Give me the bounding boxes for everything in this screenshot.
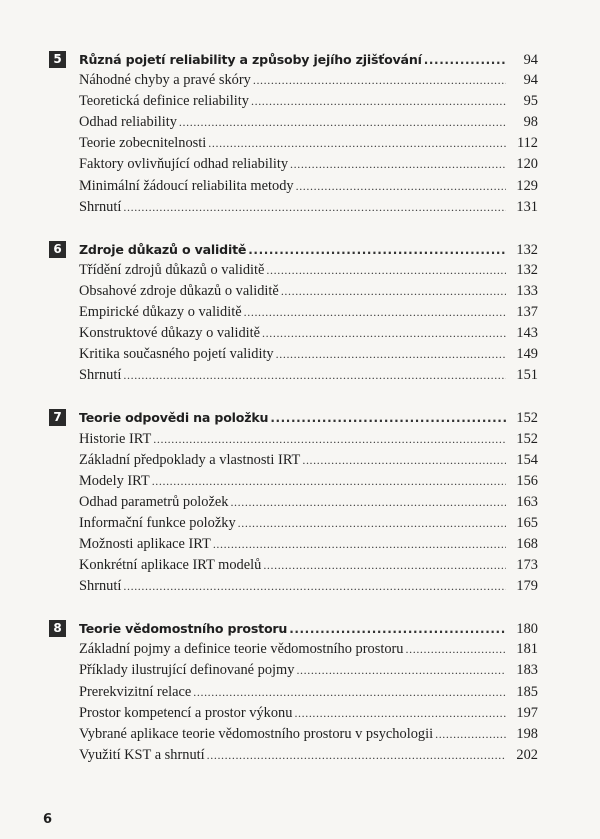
section-entry[interactable]: [49, 344, 538, 365]
section-entry[interactable]: [49, 302, 538, 323]
chapter-page-number: 180: [516, 621, 538, 638]
section-title: Konkrétní aplikace IRT modelů: [79, 557, 262, 574]
section-title: Příklady ilustrující definované pojmy: [79, 662, 295, 679]
dot-leader: [302, 450, 506, 471]
section-title: Shrnutí: [79, 367, 122, 384]
section-title: Modely IRT: [79, 472, 150, 489]
dot-leader: [244, 302, 506, 323]
section-page-number: 154: [516, 451, 538, 468]
section-entry[interactable]: [49, 660, 538, 681]
section-entry[interactable]: [49, 70, 538, 91]
section-entry[interactable]: [49, 534, 538, 555]
section-title: Odhad reliability: [79, 114, 177, 131]
chapter-page-number: 132: [516, 241, 538, 258]
section-page-number: 151: [516, 367, 538, 384]
chapter-title: Zdroje důkazů o validitě: [79, 241, 247, 257]
section-entry[interactable]: [49, 91, 538, 112]
dot-leader: [207, 745, 506, 766]
section-page-number: 173: [516, 557, 538, 574]
dot-leader: [123, 365, 506, 386]
chapter-number-badge: 5: [49, 51, 66, 68]
section-title: Konstruktové důkazy o validitě: [79, 325, 261, 342]
section-entry[interactable]: [49, 682, 538, 703]
section-entry[interactable]: [49, 555, 538, 576]
dot-leader: [262, 323, 506, 344]
section-page-number: 143: [516, 325, 538, 342]
section-page-number: 132: [516, 261, 538, 278]
dot-leader: [238, 513, 506, 534]
dot-leader: [248, 240, 506, 261]
page-number: 6: [43, 812, 53, 827]
chapter-block: [49, 239, 538, 387]
section-page-number: 198: [516, 725, 538, 742]
dot-leader: [253, 70, 506, 91]
section-title: Minimální žádoucí reliabilita metody: [79, 177, 294, 194]
dot-leader: [230, 492, 506, 513]
chapter-heading[interactable]: [49, 239, 538, 260]
dot-leader: [213, 534, 506, 555]
dot-leader: [289, 619, 506, 640]
dot-leader: [123, 197, 506, 218]
chapter-block: [49, 618, 538, 766]
section-entry[interactable]: [49, 112, 538, 133]
section-page-number: 202: [516, 746, 538, 763]
section-page-number: 163: [516, 493, 538, 510]
section-title: Teorie zobecnitelnosti: [79, 135, 207, 152]
dot-leader: [296, 176, 506, 197]
dot-leader: [193, 682, 506, 703]
section-entry[interactable]: [49, 260, 538, 281]
section-title: Prerekvizitní relace: [79, 683, 192, 700]
section-entry[interactable]: [49, 639, 538, 660]
section-title: Kritika současného pojetí validity: [79, 346, 274, 363]
section-page-number: 133: [516, 282, 538, 299]
section-page-number: 120: [516, 156, 538, 173]
section-title: Shrnutí: [79, 578, 122, 595]
section-page-number: 98: [523, 114, 538, 131]
section-title: Využití KST a shrnutí: [79, 746, 205, 763]
section-title: Základní předpoklady a vlastnosti IRT: [79, 451, 301, 468]
section-page-number: 197: [516, 704, 538, 721]
dot-leader: [152, 471, 506, 492]
section-entry[interactable]: [49, 323, 538, 344]
section-page-number: 165: [516, 514, 538, 531]
chapter-heading[interactable]: [49, 407, 538, 428]
chapter-page-number: 94: [523, 52, 538, 68]
chapter-block: [49, 49, 538, 218]
chapter-heading[interactable]: [49, 49, 538, 70]
chapter-number-badge: 6: [49, 241, 66, 258]
section-page-number: 95: [523, 93, 538, 110]
section-title: Vybrané aplikace teorie vědomostního prostoru v psychologii: [79, 725, 434, 742]
dot-leader: [296, 660, 506, 681]
section-page-number: 152: [516, 430, 538, 447]
dot-leader: [270, 408, 506, 429]
section-entry[interactable]: [49, 154, 538, 175]
chapter-block: [49, 407, 538, 597]
table-of-contents: [49, 49, 538, 787]
dot-leader: [290, 154, 506, 175]
section-page-number: 94: [523, 72, 538, 89]
section-page-number: 131: [516, 198, 538, 215]
dot-leader: [153, 429, 506, 450]
section-title: Historie IRT: [79, 430, 152, 447]
section-page-number: 137: [516, 304, 538, 321]
dot-leader: [263, 555, 506, 576]
section-page-number: 179: [516, 578, 538, 595]
dot-leader: [281, 281, 506, 302]
section-entry[interactable]: [49, 133, 538, 154]
section-entry[interactable]: [49, 471, 538, 492]
section-title: Empirické důkazy o validitě: [79, 304, 242, 321]
dot-leader: [251, 91, 506, 112]
dot-leader: [123, 576, 506, 597]
dot-leader: [276, 344, 506, 365]
section-page-number: 156: [516, 472, 538, 489]
section-title: Náhodné chyby a pravé skóry: [79, 72, 251, 89]
section-entry[interactable]: [49, 429, 538, 450]
section-title: Odhad parametrů položek: [79, 493, 229, 510]
section-entry[interactable]: [49, 365, 538, 386]
section-title: Faktory ovlivňující odhad reliability: [79, 156, 289, 173]
chapter-title: Různá pojetí reliability a způsoby jejího zjišťování: [79, 52, 422, 67]
section-entry[interactable]: [49, 450, 538, 471]
section-page-number: 185: [516, 683, 538, 700]
section-title: Základní pojmy a definice teorie vědomostního prostoru: [79, 641, 404, 658]
section-title: Teoretická definice reliability: [79, 93, 249, 110]
dot-leader: [435, 724, 506, 745]
chapter-number-badge: 7: [49, 409, 66, 426]
section-entry[interactable]: [49, 703, 538, 724]
section-entry[interactable]: [49, 576, 538, 597]
dot-leader: [424, 50, 506, 71]
section-entry[interactable]: [49, 176, 538, 197]
dot-leader: [266, 260, 506, 281]
chapter-number-badge: 8: [49, 620, 66, 637]
section-title: Informační funkce položky: [79, 514, 236, 531]
section-title: Obsahové zdroje důkazů o validitě: [79, 282, 279, 299]
section-entry[interactable]: [49, 492, 538, 513]
dot-leader: [208, 133, 506, 154]
section-entry[interactable]: [49, 281, 538, 302]
section-entry[interactable]: [49, 197, 538, 218]
chapter-title: Teorie odpovědi na položku: [79, 410, 269, 426]
chapter-heading[interactable]: [49, 618, 538, 639]
dot-leader: [179, 112, 506, 133]
section-entry[interactable]: [49, 513, 538, 534]
section-entry[interactable]: [49, 724, 538, 745]
section-page-number: 181: [516, 641, 538, 658]
section-title: Shrnutí: [79, 198, 122, 215]
chapter-page-number: 152: [516, 410, 538, 427]
section-title: Třídění zdrojů důkazů o validitě: [79, 261, 265, 278]
section-title: Možnosti aplikace IRT: [79, 535, 211, 552]
section-page-number: 183: [516, 662, 538, 679]
section-page-number: 149: [516, 346, 538, 363]
dot-leader: [294, 703, 506, 724]
section-page-number: 168: [516, 535, 538, 552]
section-title: Prostor kompetencí a prostor výkonu: [79, 704, 293, 721]
section-page-number: 112: [516, 135, 538, 152]
section-entry[interactable]: [49, 745, 538, 766]
chapter-title: Teorie vědomostního prostoru: [79, 621, 288, 637]
dot-leader: [406, 639, 506, 660]
section-page-number: 129: [516, 177, 538, 194]
